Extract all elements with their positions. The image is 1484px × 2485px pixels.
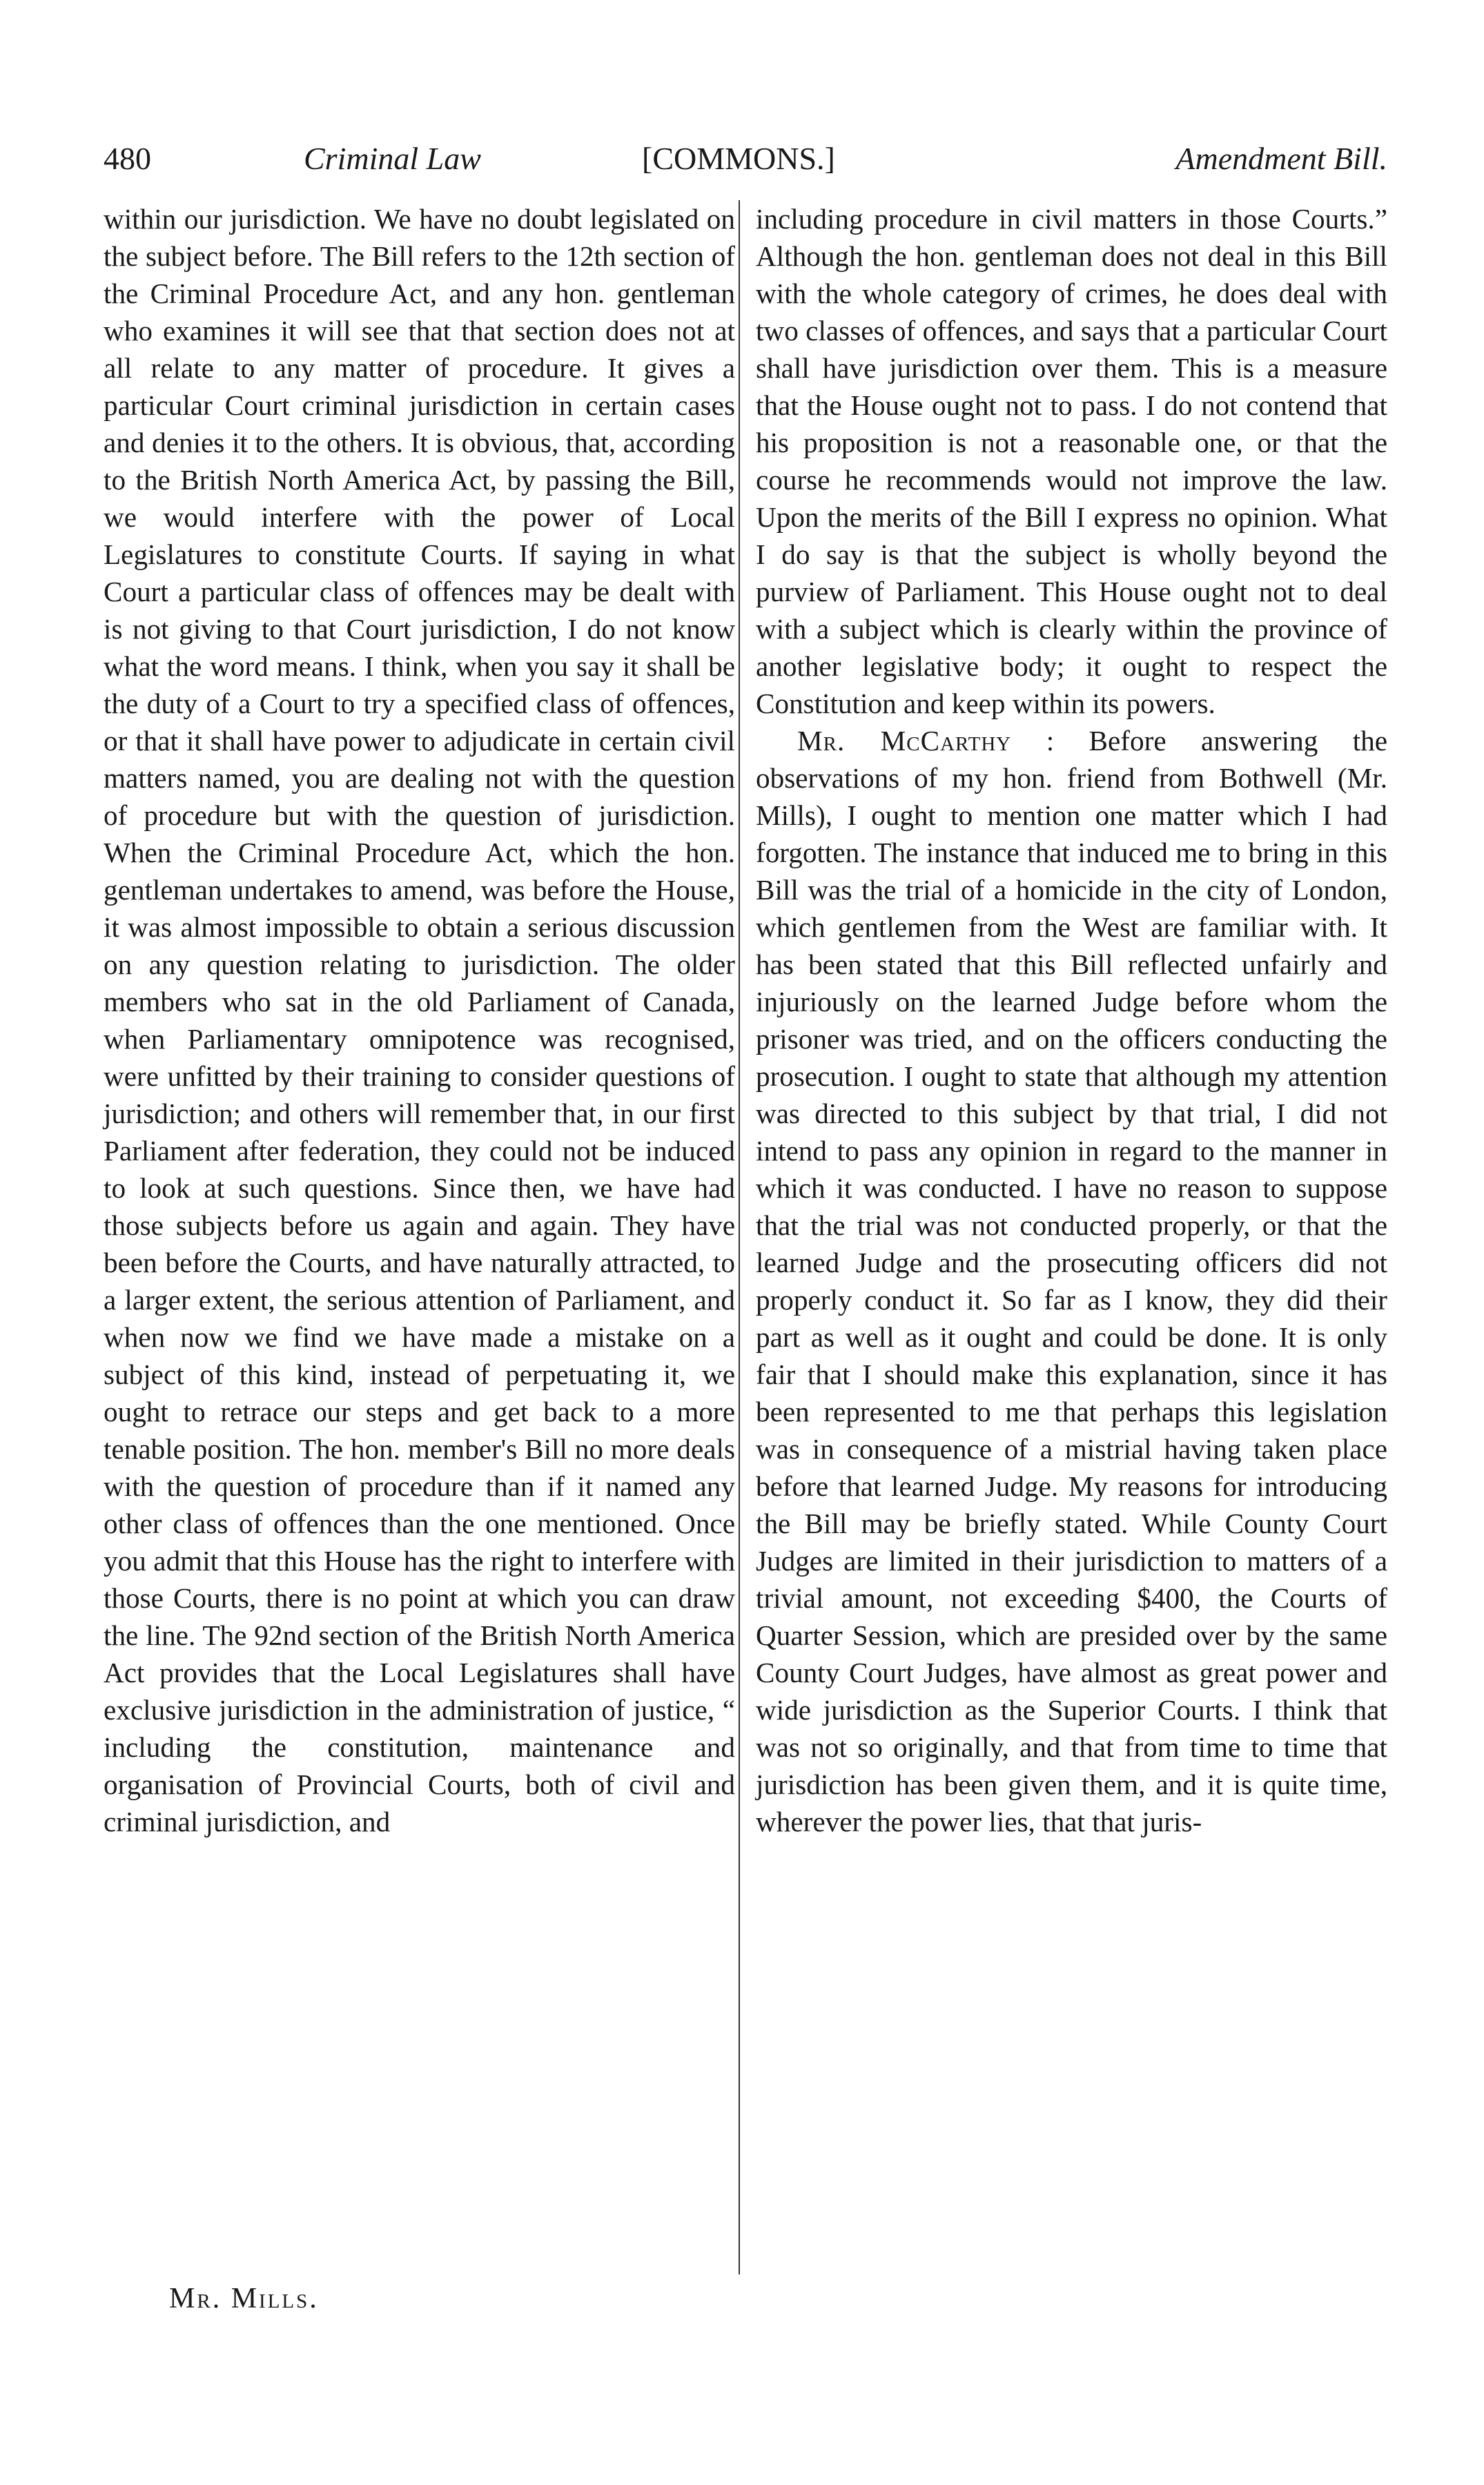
running-title-center: [COMMONS.] [642,141,835,176]
right-column [756,200,1387,1840]
running-title-right: Amendment Bill. [1175,141,1387,176]
speech-text: : Before answering the observations of my hon. friend from Bothwell (Mr. Mills), I ought to mention one matter which I had forgotten. The instance that induced me to bring in this Bill was the trial of a homicide in the city of London, which gentlemen from the West are familiar with. It has been stated that this Bill reflected unfairly and injuriously on the learned Judge before whom the prisoner was tried, and on the officers conducting the prosecution. I ought to state that although my attention was directed to this subject by that trial, I did not intend to pass any opinion in regard to the manner in which it was conducted. I have no reason to suppose that the trial was not conducted properly, or that the learned Judge and the prosecuting officers did not properly conduct it. So far as I know, they did their part as well as it ought and could be done. It is only fair that I should make this explanation, since it has been represented to me that perhaps this legislation was in consequence of a mistrial having taken place before that learned Judge. My reasons for introducing the Bill may be briefly stated. While County Court Judges are limited in their jurisdiction to matters of a trivial amount, not exceeding $400, the Courts of Quarter Session, which are presided over by the same County Court Judges, have almost as great power and wide jurisdiction as the Superior Courts. I think that was not so originally, and that from time to time that jurisdiction has been given them, and it is quite time, wherever the power lies, that that juris- [756,725,1388,1838]
right-column-paragraph-1: including procedure in civil matters in those Courts.” Although the hon. gentleman does not deal in this Bill with the whole category of crimes, he does deal with two classes of offences, and says that a particular Court shall have jurisdiction over them. This is a measure that the House ought not to pass. I do not contend that his proposition is not a reasonable one, or that the course he recommends would not improve the law. Upon the merits of the Bill I express no opinion. What I do say is that the subject is wholly beyond the purview of Parliament. This House ought not to deal with a subject which is clearly within the province of another legislative body; it ought to respect the Constitution and keep within its powers. [756,203,1387,719]
running-title-left: Criminal Law [304,141,481,176]
footer-speaker: Mr. Mills. [169,2283,319,2315]
right-column-paragraph-2 [756,722,1387,1840]
column-divider [739,200,740,2274]
speaker-name: Mr. McCarthy [797,725,1012,757]
page-number: 480 [104,141,151,176]
running-head [104,135,1387,183]
left-column-paragraph: within our jurisdiction. We have no doubt legislated on the subject before. The Bill refers to the 12th section of the Criminal Procedure Act, and any hon. gentleman who examines it will see that that section does not at all relate to any matter of procedure. It gives a particular Court criminal jurisdiction in certain cases and denies it to the others. It is obvious, that, according to the British North America Act, by passing the Bill, we would interfere with the power of Local Legislatures to constitute Courts. If saying in what Court a particular class of offences may be dealt with is not giving to that Court jurisdiction, I do not know what the word means. I think, when you say it shall be the duty of a Court to try a specified class of offences, or that it shall have power to adjudicate in certain civil matters named, you are dealing not with the question of procedure but with the question of jurisdiction. When the Criminal Procedure Act, which the hon. gentleman undertakes to amend, was before the House, it was almost impossible to obtain a serious discussion on any question relating to jurisdiction. The older members who sat in the old Parliament of Canada, when Parliamentary omnipotence was recognised, were unfitted by their training to consider questions of jurisdiction; and others will remember that, in our first Parliament after federation, they could not be induced to look at such questions. Since then, we have had those subjects before us again and again. They have been before the Courts, and have naturally attracted, to a larger extent, the serious attention of Parliament, and when now we find we have made a mistake on a subject of this kind, instead of perpetuating it, we ought to retrace our steps and get back to a more tenable position. The hon. member's Bill no more deals with the question of procedure than if it named any other class of offences than the one mentioned. Once you admit that this House has the right to interfere with those Courts, there is no point at which you can draw the line. The 92nd section of the British North America Act provides that the Local Legislatures shall have exclusive jurisdiction in the administration of justice, “ including the constitution, maintenance and organisation of Provincial Courts, both of civil and criminal jurisdiction, and [104,203,735,1838]
left-column [104,200,735,1840]
